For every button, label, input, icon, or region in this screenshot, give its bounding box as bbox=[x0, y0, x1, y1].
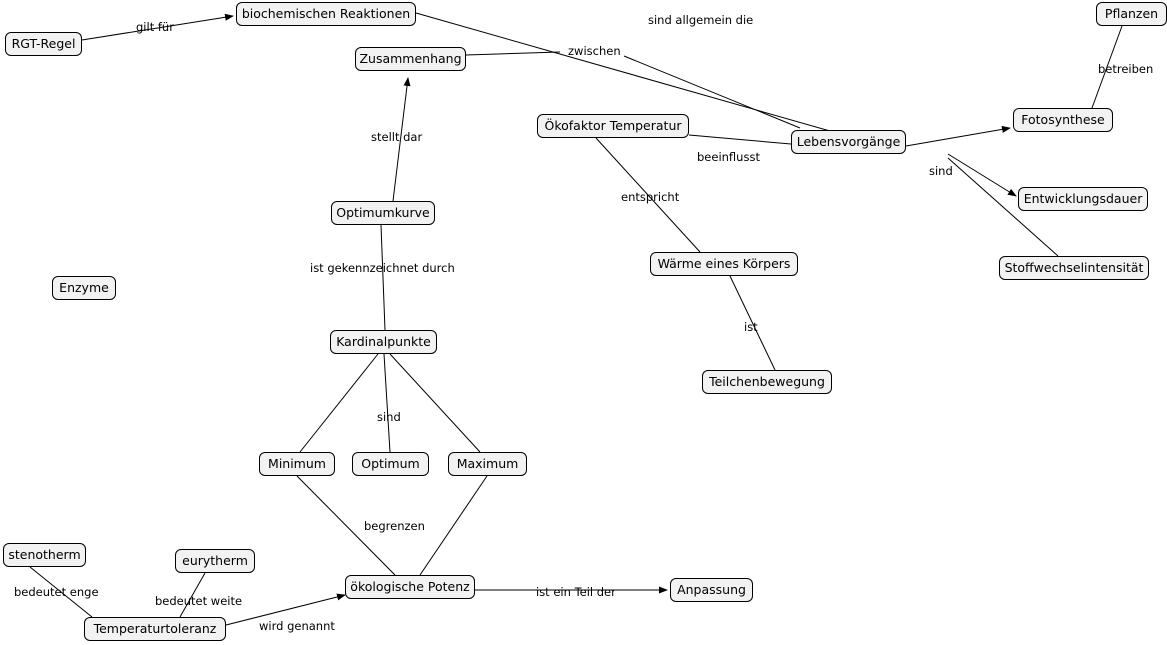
edge-label: ist ein Teil der bbox=[536, 585, 616, 599]
node-fotosynthese[interactable]: Fotosynthese bbox=[1013, 108, 1113, 132]
node-pflanzen[interactable]: Pflanzen bbox=[1096, 2, 1167, 26]
edge-line bbox=[689, 135, 791, 144]
edge-label: begrenzen bbox=[364, 519, 425, 533]
edge-line bbox=[381, 225, 385, 330]
node-temptoleranz[interactable]: Temperaturtoleranz bbox=[84, 617, 226, 641]
edge-label: ist bbox=[744, 320, 758, 334]
edge-label: wird genannt bbox=[259, 619, 335, 633]
node-lebensvorgaenge[interactable]: Lebensvorgänge bbox=[791, 130, 906, 154]
edge-label: betreiben bbox=[1098, 62, 1154, 76]
node-minimum[interactable]: Minimum bbox=[259, 452, 335, 476]
node-kardinalpunkte[interactable]: Kardinalpunkte bbox=[330, 330, 437, 354]
edge-line bbox=[300, 354, 378, 452]
node-oekofaktor[interactable]: Ökofaktor Temperatur bbox=[537, 114, 689, 138]
edge-label: ist gekennzeichnet durch bbox=[310, 261, 455, 275]
node-maximum[interactable]: Maximum bbox=[448, 452, 527, 476]
node-anpassung[interactable]: Anpassung bbox=[670, 578, 753, 602]
edge-line bbox=[390, 354, 480, 452]
node-rgt[interactable]: RGT-Regel bbox=[5, 32, 82, 56]
edge-line bbox=[906, 128, 1010, 146]
edge-label: bedeutet enge bbox=[14, 585, 99, 599]
node-biochem[interactable]: biochemischen Reaktionen bbox=[236, 2, 416, 26]
edge-label: sind bbox=[377, 410, 401, 424]
edge-line bbox=[420, 476, 487, 575]
edge-line bbox=[466, 52, 560, 55]
edge-label: gilt für bbox=[136, 20, 174, 34]
edge-label: entspricht bbox=[621, 190, 680, 204]
node-enzyme[interactable]: Enzyme bbox=[52, 276, 116, 300]
edge-label: zwischen bbox=[568, 44, 621, 58]
node-waerme[interactable]: Wärme eines Körpers bbox=[650, 252, 798, 276]
node-zusammenhang[interactable]: Zusammenhang bbox=[355, 47, 466, 71]
edge-label: sind bbox=[929, 164, 953, 178]
edge-label: bedeutet weite bbox=[155, 594, 243, 608]
node-optimum[interactable]: Optimum bbox=[352, 452, 429, 476]
node-oekopotenz[interactable]: ökologische Potenz bbox=[345, 575, 475, 599]
node-entwicklung[interactable]: Entwicklungsdauer bbox=[1018, 187, 1148, 211]
edge-line bbox=[384, 354, 390, 452]
edge-label: beeinflusst bbox=[697, 150, 760, 164]
node-eurytherm[interactable]: eurytherm bbox=[175, 549, 255, 573]
edge-label: stellt dar bbox=[371, 130, 423, 144]
node-optimumkurve[interactable]: Optimumkurve bbox=[331, 201, 435, 225]
node-stoffwechsel[interactable]: Stoffwechselintensität bbox=[999, 256, 1149, 280]
edge-label: sind allgemein die bbox=[648, 13, 754, 27]
node-teilchen[interactable]: Teilchenbewegung bbox=[702, 370, 832, 394]
edge-line bbox=[948, 154, 1016, 196]
node-stenotherm[interactable]: stenotherm bbox=[3, 543, 86, 567]
